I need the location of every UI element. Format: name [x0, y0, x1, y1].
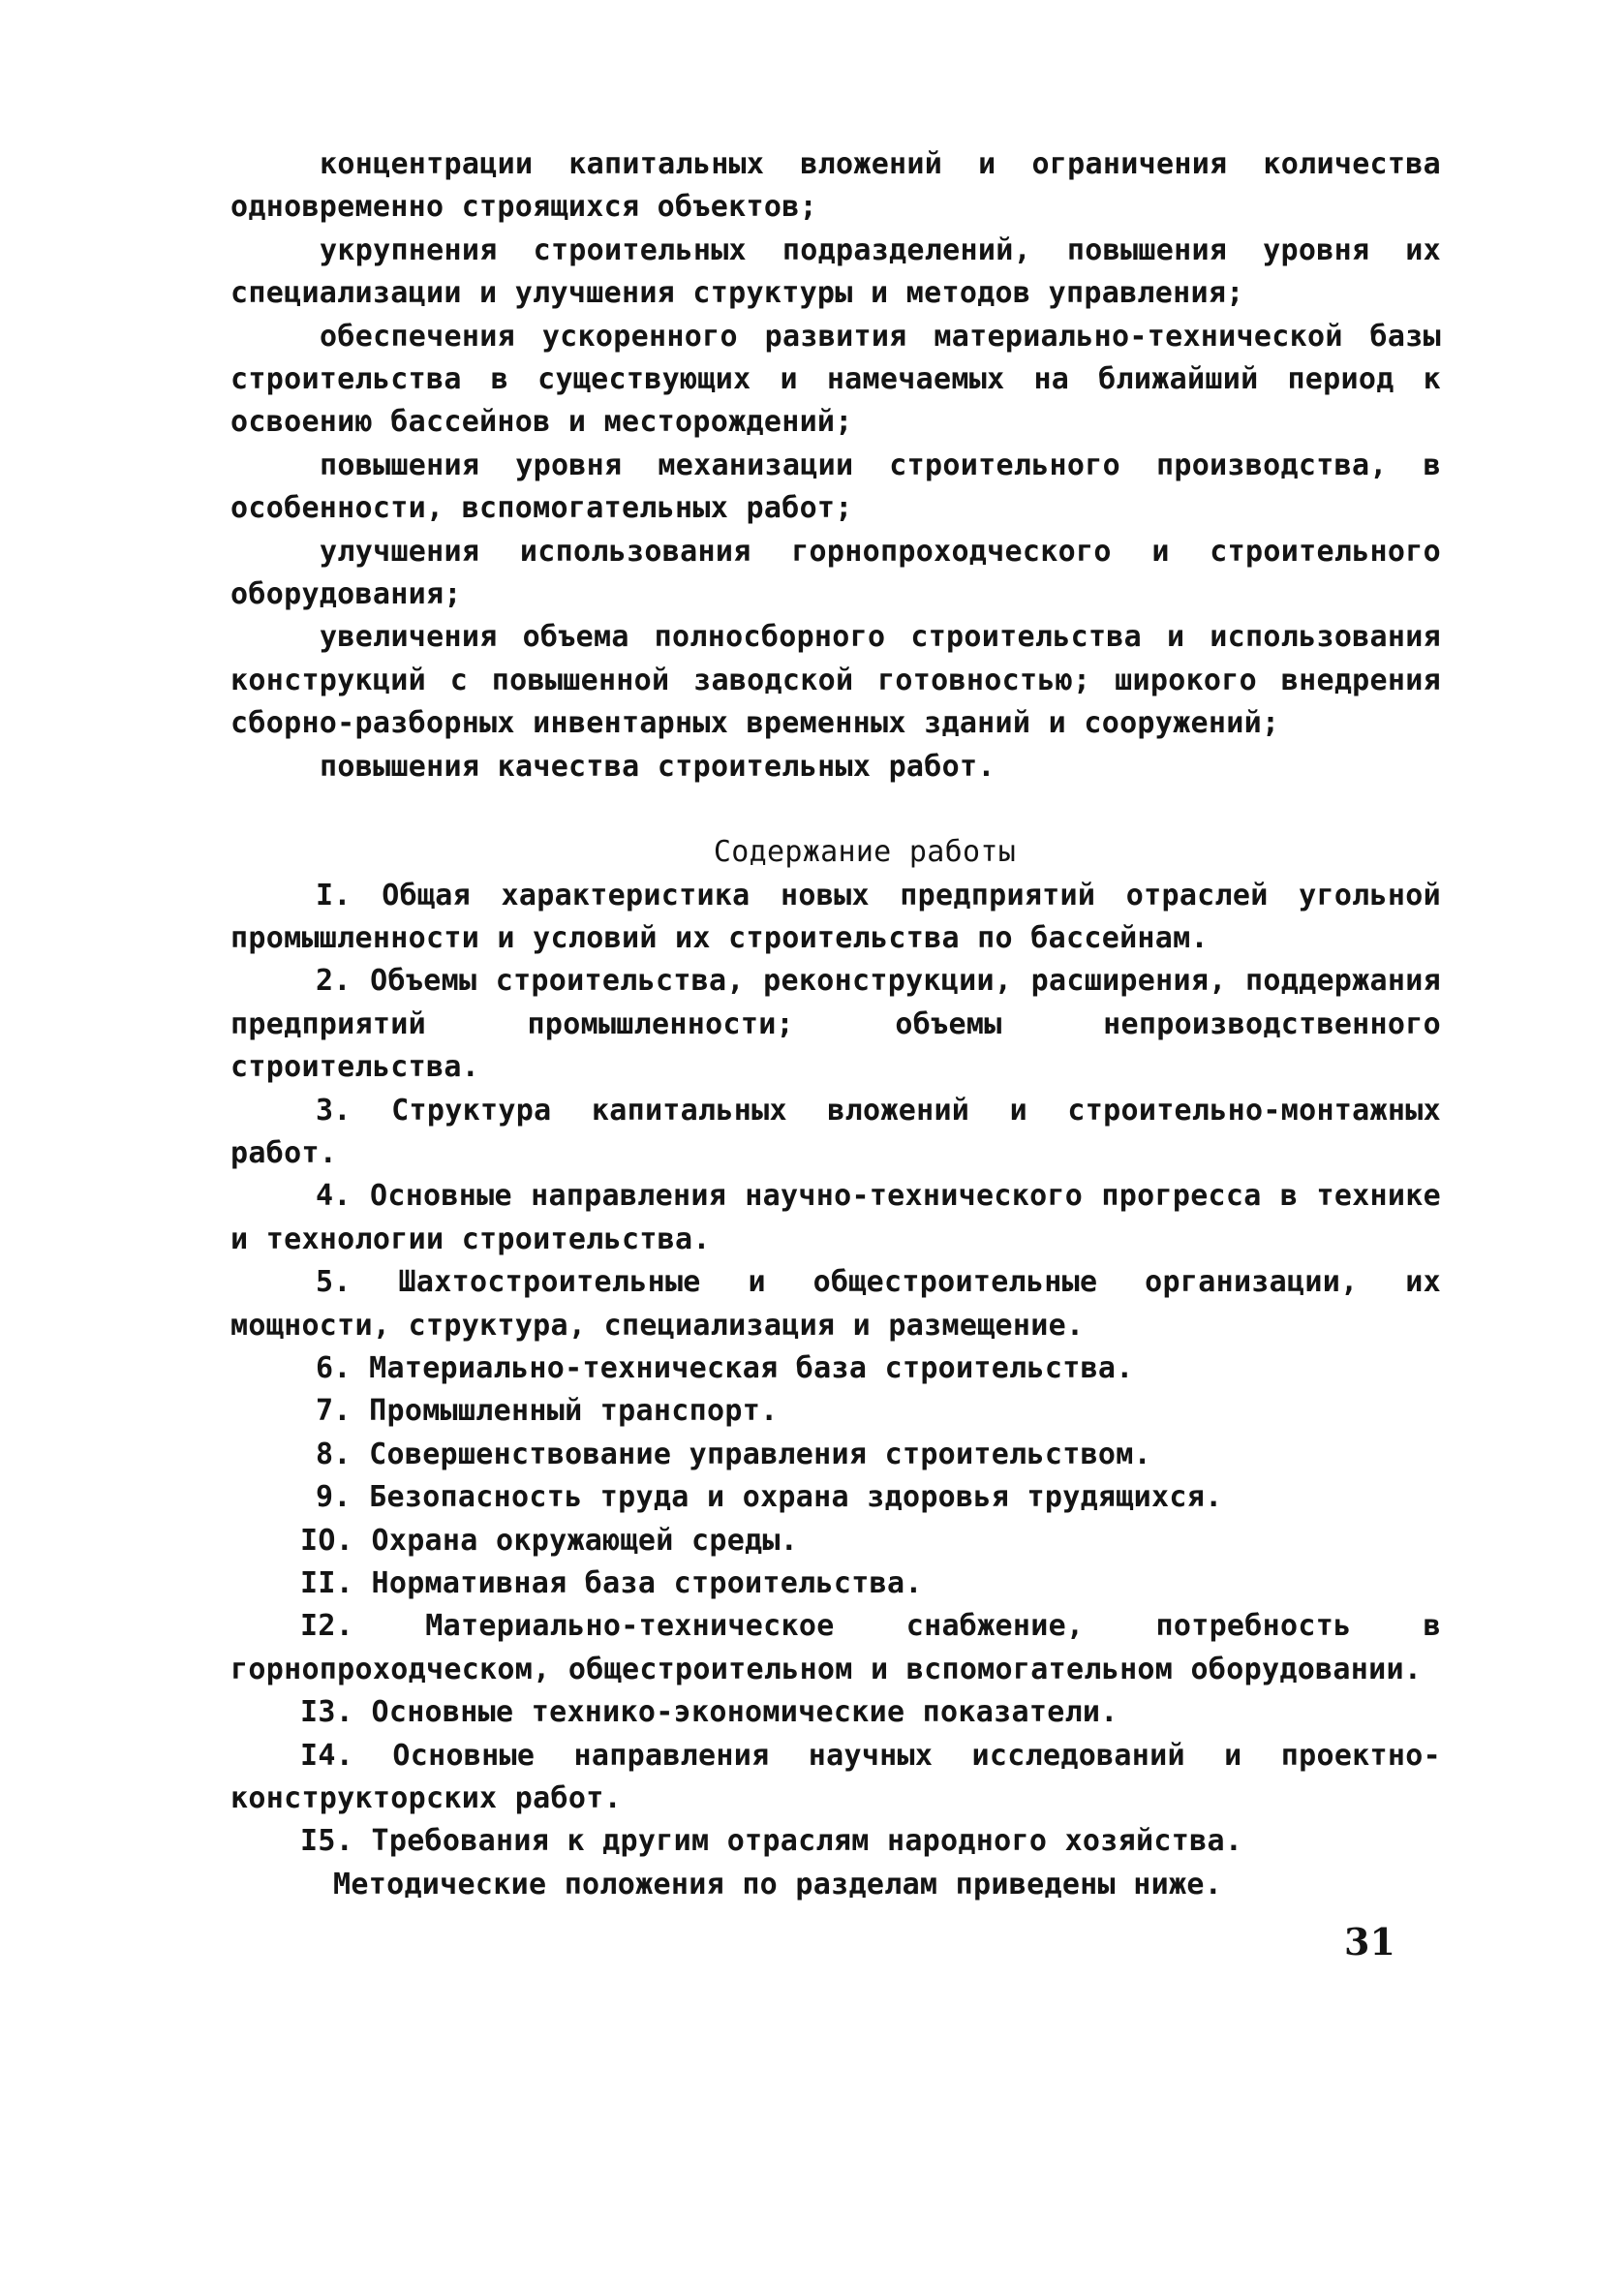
intro-paragraph-4: повышения уровня механизации строительного производства, в особенности, вспомогательных работ;: [230, 448, 1441, 526]
item-number: 5.: [316, 1265, 352, 1300]
list-item: [230, 1476, 1441, 1519]
item-number: 2.: [316, 964, 352, 999]
item-text: Безопасность труда и охрана здоровья трудящихся.: [369, 1480, 1223, 1515]
item-number: I5.: [300, 1824, 354, 1859]
list-item: [230, 960, 1441, 1089]
item-text: Нормативная база строительства.: [371, 1566, 923, 1600]
item-text: Материально-техническое снабжение, потребность в горнопроходческом, общестроительном и вспомогательном оборудовании.: [230, 1609, 1441, 1686]
list-item: [230, 1520, 1441, 1562]
item-text: Основные направления научных исследований и проектно-конструкторских работ.: [230, 1738, 1441, 1816]
closing-line: Методические положения по разделам приведены ниже.: [333, 1867, 1223, 1902]
page-number: 31: [1344, 1920, 1395, 1963]
intro-paragraph-6: увеличения объема полносборного строительства и использования конструкций с повышенной заводской готовностью; широкого внедрения сборно-разборных инвентарных временных зданий и сооружений;: [230, 620, 1441, 741]
item-text: Требования к другим отраслям народного хозяйства.: [371, 1824, 1243, 1859]
item-text: Охрана окружающей среды.: [371, 1523, 799, 1558]
list-item: [230, 1175, 1441, 1261]
list-item: [230, 1090, 1441, 1176]
item-text: Промышленный транспорт.: [369, 1394, 779, 1429]
item-number: 9.: [316, 1480, 352, 1515]
list-item: [230, 1347, 1441, 1390]
item-number: I3.: [300, 1695, 354, 1730]
item-number: 7.: [316, 1394, 352, 1429]
list-item: [230, 1562, 1441, 1605]
item-number: 3.: [316, 1093, 352, 1128]
list-item: [230, 875, 1441, 961]
list-item: [230, 1605, 1441, 1691]
list-item: [230, 1390, 1441, 1433]
item-text: Общая характеристика новых предприятий отраслей угольной промышленности и условий их строительства по бассейнам.: [230, 878, 1441, 955]
item-text: Совершенствование управления строительством.: [369, 1437, 1152, 1471]
item-text: Структура капитальных вложений и строительно-монтажных работ.: [230, 1093, 1441, 1170]
list-item: [230, 1691, 1441, 1734]
item-number: II.: [300, 1566, 354, 1600]
intro-paragraph-1: концентрации капитальных вложений и ограничения количества одновременно строящихся объектов;: [230, 147, 1441, 225]
item-number: I2.: [300, 1609, 354, 1644]
intro-paragraph-7: повышения качества строительных работ.: [320, 749, 996, 784]
intro-paragraph-2: укрупнения строительных подразделений, повышения уровня их специализации и улучшения структуры и методов управления;: [230, 232, 1441, 311]
item-number: IO.: [300, 1523, 354, 1558]
intro-paragraph-5: улучшения использования горнопроходческого и строительного оборудования;: [230, 534, 1441, 612]
item-text: Основные направления научно-технического прогресса в технике и технологии строительства.: [230, 1179, 1441, 1256]
list-item: [230, 1261, 1441, 1347]
list-item: [230, 1820, 1441, 1863]
item-number: 8.: [316, 1437, 352, 1471]
item-text: Объемы строительства, реконструкции, расширения, поддержания предприятий промышленности; объемы непроизводственного строительства.: [230, 964, 1441, 1085]
item-number: 6.: [316, 1350, 352, 1385]
list-item: [230, 1735, 1441, 1821]
item-number: I.: [316, 878, 352, 912]
list-item: [230, 1434, 1441, 1476]
page-body: [230, 143, 1441, 1906]
item-number: 4.: [316, 1179, 352, 1214]
item-text: Материально-техническая база строительства.: [369, 1350, 1134, 1385]
section-heading: Содержание работы: [713, 835, 1017, 870]
item-number: I4.: [300, 1738, 354, 1773]
item-text: Основные технико-экономические показатели.: [371, 1695, 1118, 1730]
intro-paragraph-3: обеспечения ускоренного развития материально-технической базы строительства в существующих и намечаемых на ближайший период к освоению бассейнов и месторождений;: [230, 319, 1441, 440]
item-text: Шахтостроительные и общестроительные организации, их мощности, структура, специализация и размещение.: [230, 1265, 1441, 1343]
